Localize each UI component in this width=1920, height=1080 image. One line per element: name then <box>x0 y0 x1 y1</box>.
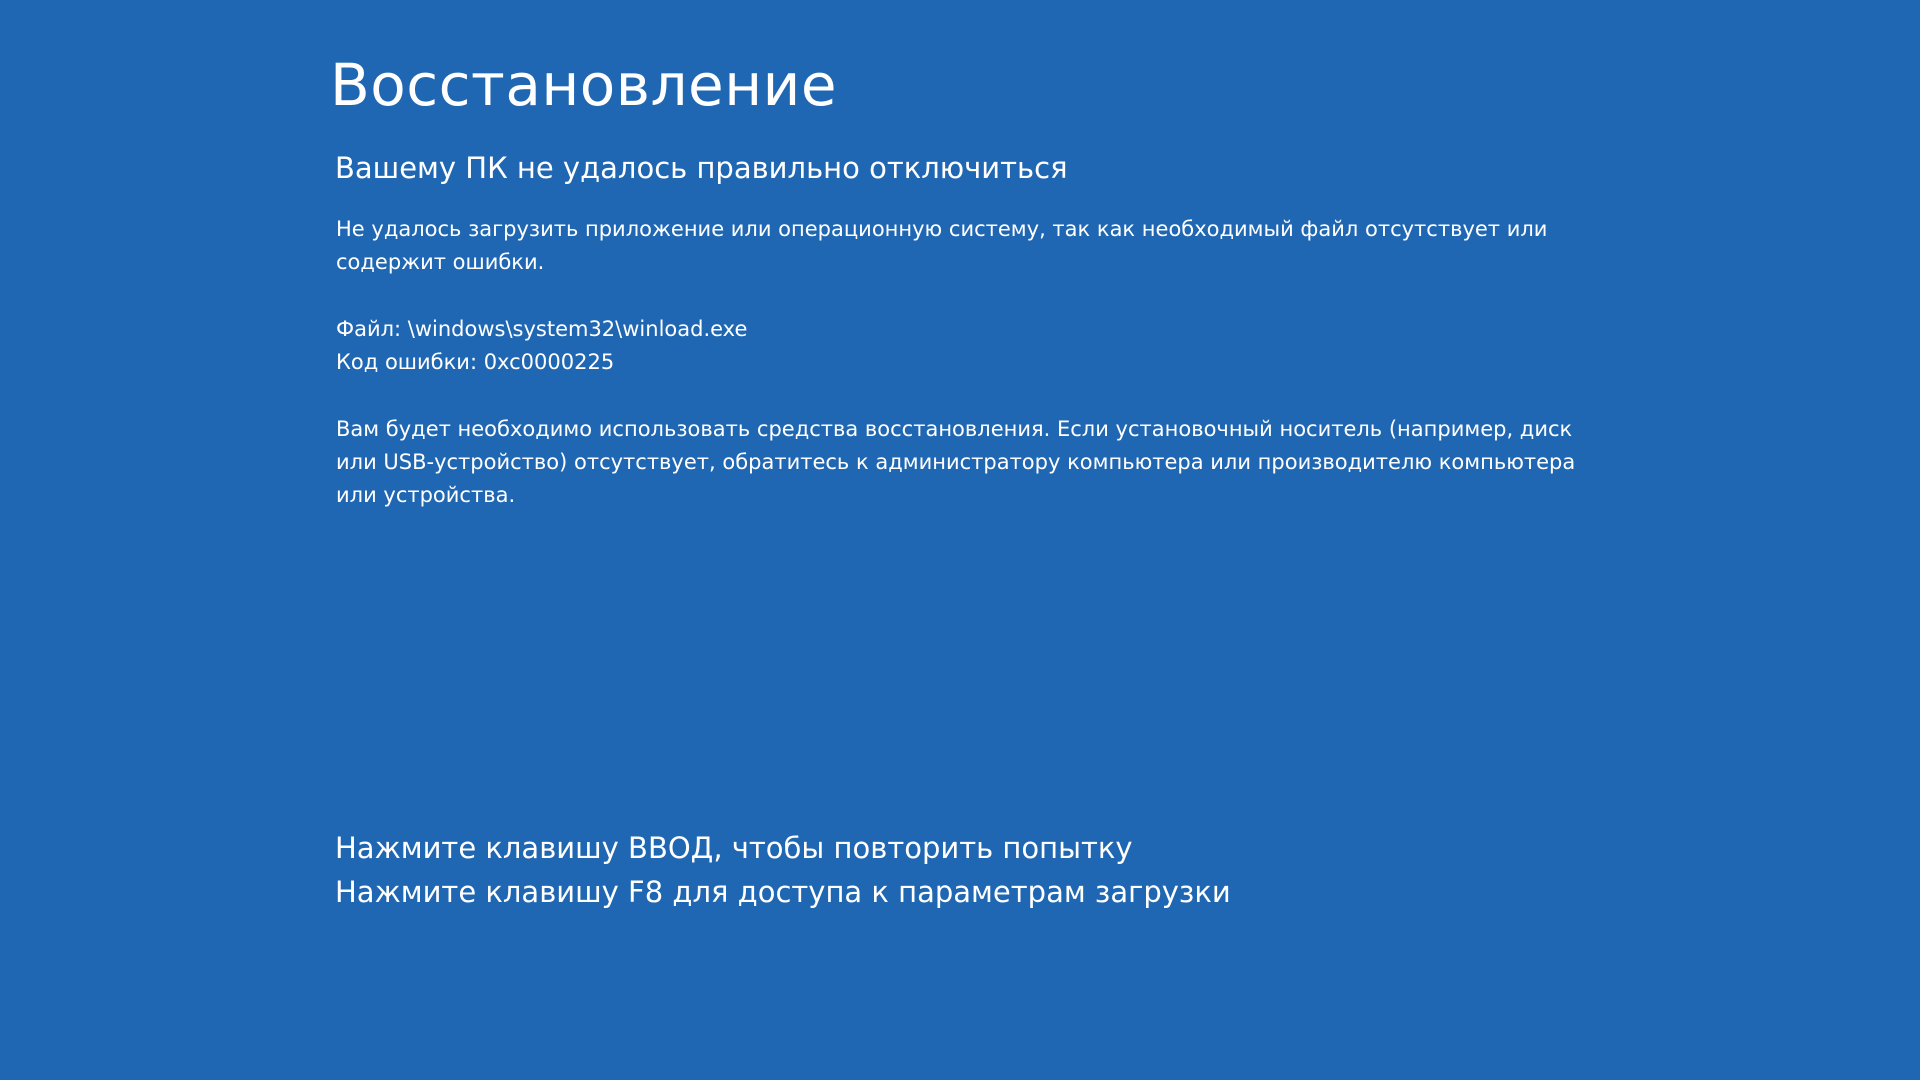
error-code: Код ошибки: 0xc0000225 <box>336 350 615 374</box>
recovery-instructions: Вам будет необходимо использовать средства восстановления. Если установочный носитель (например, диск или USB-устройство) отсутствует, обратитесь к администратору компьютера или производителю компьютера или устройства. <box>336 417 1576 507</box>
boot-options-key-prompt: Нажмите клавишу F8 для доступа к параметрам загрузки <box>335 875 1231 909</box>
retry-key-prompt: Нажмите клавишу ВВОД, чтобы повторить попытку <box>335 831 1133 865</box>
page-title: Восстановление <box>330 51 838 119</box>
error-file-path: Файл: \windows\system32\winload.exe <box>336 317 748 341</box>
error-description: Не удалось загрузить приложение или операционную систему, так как необходимый файл отсутствует или содержит ошибки. <box>336 217 1548 274</box>
error-subtitle: Вашему ПК не удалось правильно отключиться <box>335 151 1068 185</box>
